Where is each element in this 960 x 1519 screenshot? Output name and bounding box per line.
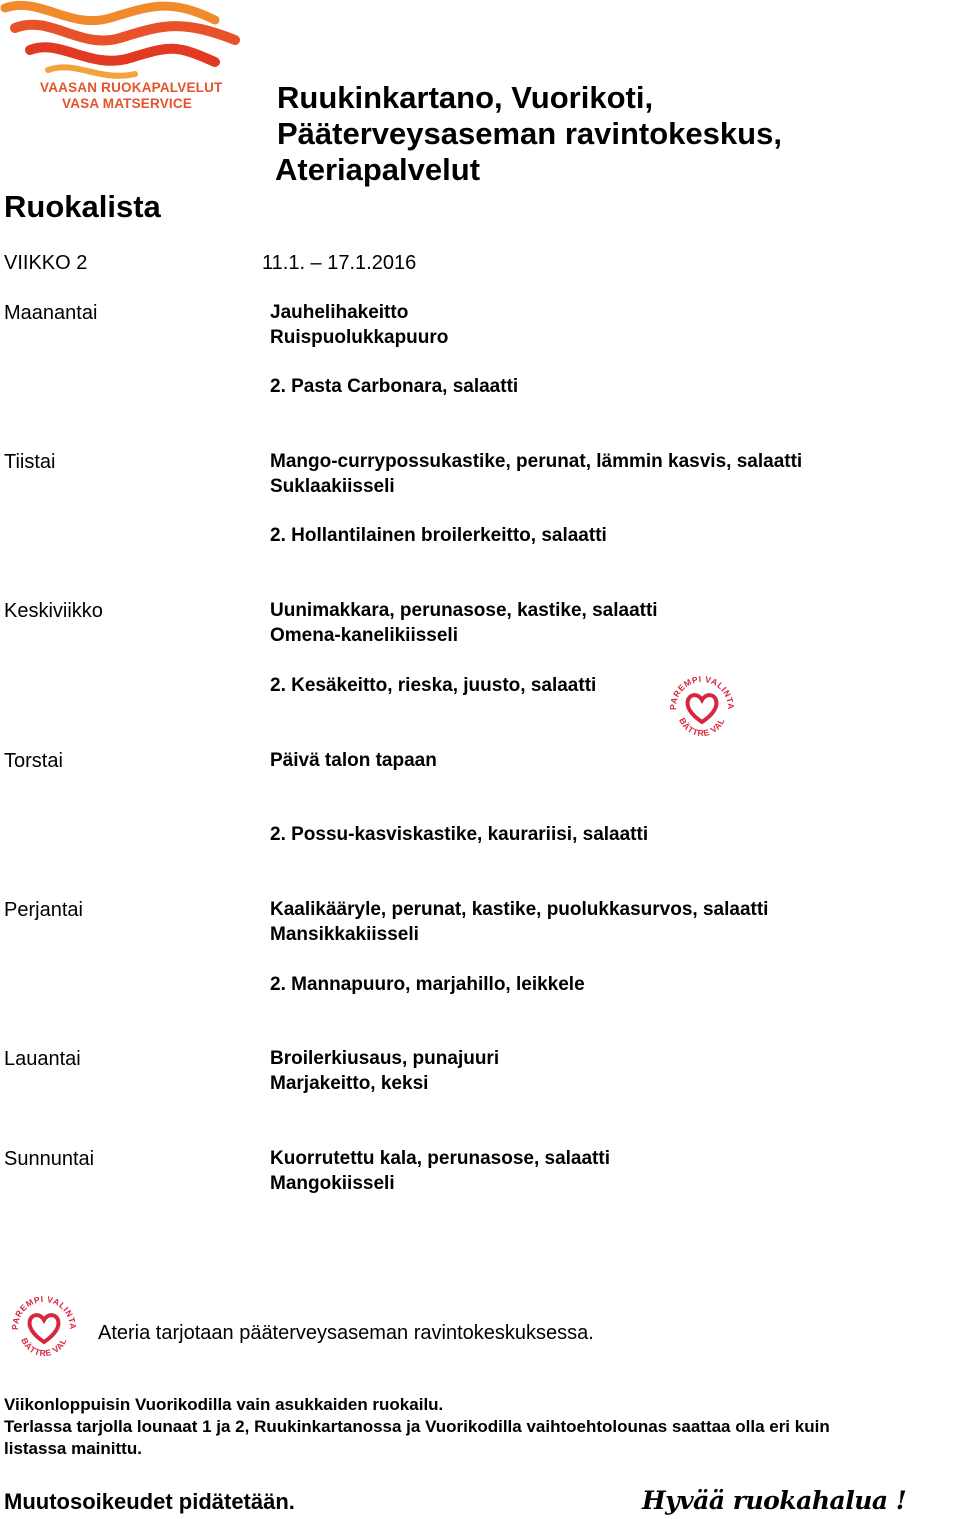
bon-appetit-greeting: Hyvää ruokahalua ! — [642, 1486, 907, 1515]
dessert: Mansikkakiisseli — [270, 924, 419, 945]
day-name: Lauantai — [4, 1048, 81, 1070]
alternative-meal: 2. Possu-kasviskastike, kaurariisi, salaatti — [270, 824, 649, 845]
badge-bottom-text: BÄTTRE VAL — [677, 716, 727, 739]
main-meal: Mango-currypossukastike, perunat, lämmin kasvis, salaatti — [270, 451, 803, 472]
vaasan-ruokapalvelut-logo — [0, 0, 245, 118]
locations-line: Ruukinkartano, Vuorikoti, — [277, 80, 654, 115]
meal-location-note: Ateria tarjotaan pääterveysaseman ravintokeskuksessa. — [98, 1322, 594, 1344]
badge-top-text: PAREMPI VALINTA — [9, 1293, 79, 1331]
parempi-valinta-badge — [8, 1290, 80, 1362]
lunch-info-note: Terlassa tarjolla lounaat 1 ja 2, Ruukinkartanossa ja Vuorikodilla vaihtoehtolounas saattaa olla eri kuin — [4, 1417, 830, 1436]
dessert: Omena-kanelikiisseli — [270, 625, 458, 646]
alternative-meal: 2. Kesäkeitto, rieska, juusto, salaatti — [270, 675, 597, 696]
week-date-range: 11.1. – 17.1.2016 — [262, 252, 417, 274]
weekend-note: Viikonloppuisin Vuorikodilla vain asukkaiden ruokailu. — [4, 1395, 444, 1414]
badge-top-text: PAREMPI VALINTA — [667, 673, 737, 711]
main-meal: Kuorrutettu kala, perunasose, salaatti — [270, 1148, 610, 1169]
logo-text-line2: VASA MATSERVICE — [62, 96, 193, 111]
logo-waves-icon — [0, 0, 245, 84]
svg-text:PAREMPI VALINTA — [10, 1294, 78, 1330]
svg-text:BÄTTRE VAL — [677, 716, 726, 738]
heart-badge-icon — [666, 670, 738, 742]
week-number: VIIKKO 2 — [4, 252, 88, 274]
day-name: Torstai — [4, 750, 63, 772]
locations-heading — [277, 80, 782, 188]
lunch-info-note: listassa mainittu. — [4, 1439, 142, 1458]
dessert: Mangokiisseli — [270, 1173, 395, 1194]
svg-text:BÄTTRE VAL — [19, 1336, 68, 1358]
alternative-meal: 2. Mannapuuro, marjahillo, leikkele — [270, 974, 585, 995]
dessert: Ruispuolukkapuuro — [270, 327, 449, 348]
day-name: Keskiviikko — [4, 600, 103, 622]
day-name: Tiistai — [4, 451, 56, 473]
page-title: Ruokalista — [4, 189, 161, 224]
day-name: Maanantai — [4, 302, 98, 324]
main-meal: Broilerkiusaus, punajuuri — [270, 1048, 500, 1069]
svg-text:PAREMPI VALINTA — [668, 674, 736, 710]
heart-badge-icon — [8, 1290, 80, 1362]
parempi-valinta-badge — [666, 670, 738, 742]
main-meal: Päivä talon tapaan — [270, 750, 437, 771]
main-meal: Kaalikääryle, perunat, kastike, puolukkasurvos, salaatti — [270, 899, 769, 920]
day-name: Sunnuntai — [4, 1148, 95, 1170]
badge-bottom-text: BÄTTRE VAL — [19, 1336, 69, 1359]
rights-reserved-note: Muutosoikeudet pidätetään. — [4, 1489, 295, 1514]
dessert: Suklaakiisseli — [270, 476, 395, 497]
locations-line: Ateriapalvelut — [275, 152, 481, 187]
alternative-meal: 2. Hollantilainen broilerkeitto, salaatti — [270, 525, 607, 546]
main-meal: Uunimakkara, perunasose, kastike, salaatti — [270, 600, 658, 621]
alternative-meal: 2. Pasta Carbonara, salaatti — [270, 376, 519, 397]
locations-line: Pääterveysaseman ravintokeskus, — [277, 116, 782, 151]
main-meal: Jauhelihakeitto — [270, 302, 409, 323]
day-name: Perjantai — [4, 899, 83, 921]
logo-text-line1: VAASAN RUOKAPALVELUT — [40, 80, 223, 95]
dessert: Marjakeitto, keksi — [270, 1073, 429, 1094]
